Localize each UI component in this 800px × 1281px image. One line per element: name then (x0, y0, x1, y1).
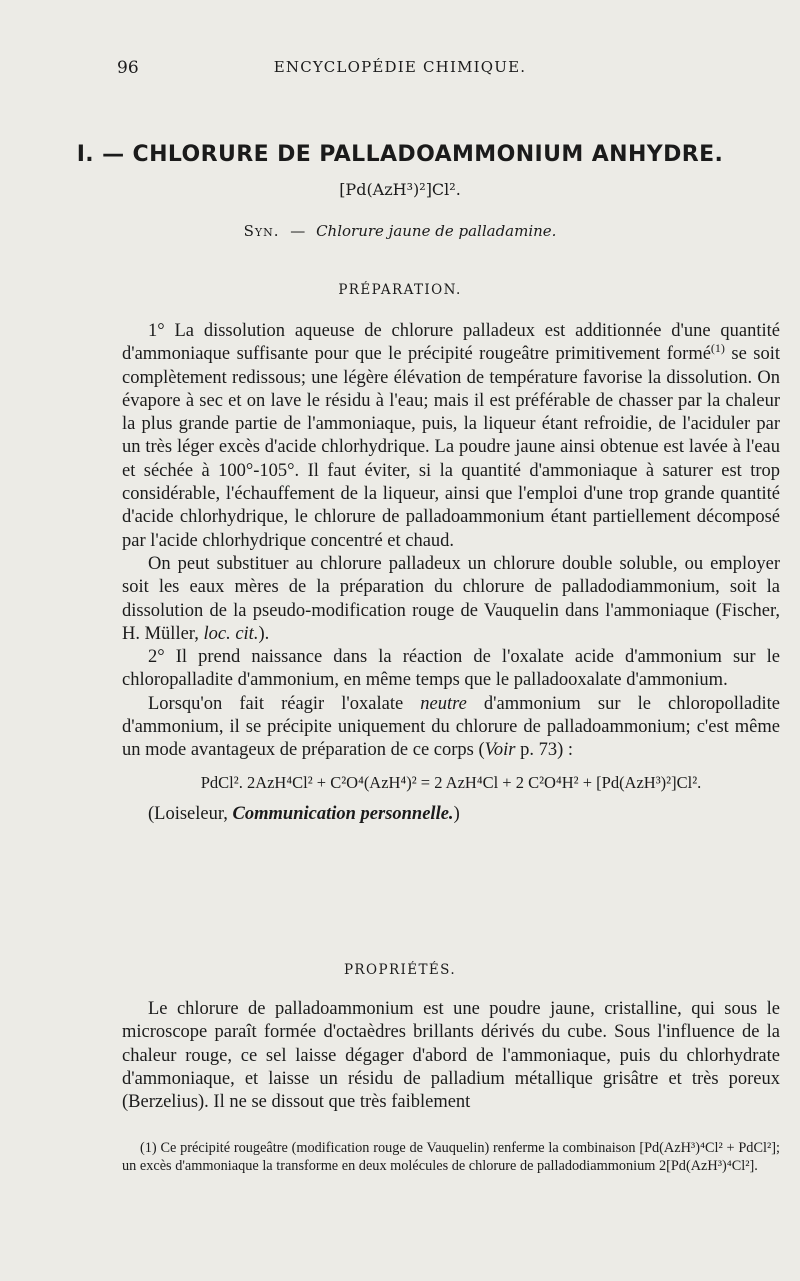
synonym-line (0, 222, 800, 240)
properties-body (122, 998, 780, 1114)
preparation-body (122, 320, 780, 826)
footnotes (122, 1140, 780, 1175)
section-title: I. — CHLORURE DE PALLADOAMMONIUM ANHYDRE. (76, 142, 724, 167)
running-head: ENCYCLOPÉDIE CHIMIQUE. (273, 58, 527, 76)
properties-paragraph-1: Le chlorure de palladoammonium est une poudre jaune, cristalline, qui sous le microscope paraît formée d'octaèdres brillants dérivés du cube. Sous l'influence de la chaleur rouge, ce sel laisse dégager d'abord de l'ammoniaque, puis du chlorhydrate d'ammoniaque, et laisse un résidu de palladium métallique grisâtre et très poreux (Berzelius). Il ne se dissout que très faiblement (122, 999, 780, 1113)
preparation-paragraph-2: On peut substituer au chlorure palladeux un chlorure double soluble, ou employer soit les eaux mères de la préparation du chlorure de palladodiammonium, soit la dissolution de la pseudo-modification rouge de Vauquelin dans l'ammoniaque (Fischer, H. Müller, loc. cit.). (122, 553, 780, 644)
page-number: 96 (117, 58, 139, 78)
preparation-paragraph-4: Lorsqu'on fait réagir l'oxalate neutre d'ammonium sur le chloropolladite d'ammonium, il se précipite uniquement du chlorure de palladoammonium; c'est même un mode avantageux de préparation de ce corps (Voir p. 73) : (122, 693, 780, 761)
synonym-text: Chlorure jaune de palladamine. (316, 222, 557, 240)
page-header (0, 58, 800, 82)
reaction-equation: PdCl². 2AzH⁴Cl² + C²O⁴(AzH⁴)² = 2 AzH⁴Cl + 2 C²O⁴H² + [Pd(AzH³)²]Cl². (200, 772, 702, 792)
footnote-reference[interactable]: (1) (710, 341, 725, 356)
synonym-label: Syn. (243, 222, 280, 240)
synonym-separator: — (290, 222, 306, 240)
properties-heading: PROPRIÉTÉS. (343, 962, 457, 978)
preparation-paragraph-3: 2° Il prend naissance dans la réaction de l'oxalate acide d'ammonium sur le chloropalladite d'ammonium, en même temps que le palladooxalate d'ammonium. (122, 647, 780, 691)
preparation-paragraph-1: 1° La dissolution aqueuse de chlorure palladeux est additionnée d'une quantité d'ammoniaque suffisante pour que le précipité rougeâtre primitivement formé$^{(1)}$ se soit complètement redissous; une légère élévation de température favorise la dissolution. On évapore à sec et on lave le résidu à l'eau; mais il est préférable de chasser par la chaleur la plus grande partie de l'ammoniaque, puis, la liqueur étant refroidie, de l'aciduler par un très léger excès d'acide chlorhydrique. La poudre jaune ainsi obtenue est lavée à l'eau et séchée à 100°-105°. Il faut éviter, si la quantité d'ammoniaque à saturer est trop considérable, l'échauffement de la liqueur, ainsi que l'emploi d'une trop grande quantité d'acide chlorhydrique, le chlorure de palladoammonium étant partiellement décomposé par l'acide chlorhydrique concentré et chaud. (122, 321, 780, 551)
preparation-heading: PRÉPARATION. (338, 282, 462, 298)
footnote-1: (1) Ce précipité rougeâtre (modification rouge de Vauquelin) renferme la combinaison [Pd(AzH³)⁴Cl² + PdCl²]; un excès d'ammoniaque la transforme en deux molécules de chlorure de palladodiammonium 2[Pd(AzH³)⁴Cl²]. (122, 1140, 780, 1174)
credit-line: (Loiseleur, Communication personnelle.) (148, 803, 460, 824)
chemical-formula: [Pd(AzH³)²]Cl². (339, 180, 461, 199)
